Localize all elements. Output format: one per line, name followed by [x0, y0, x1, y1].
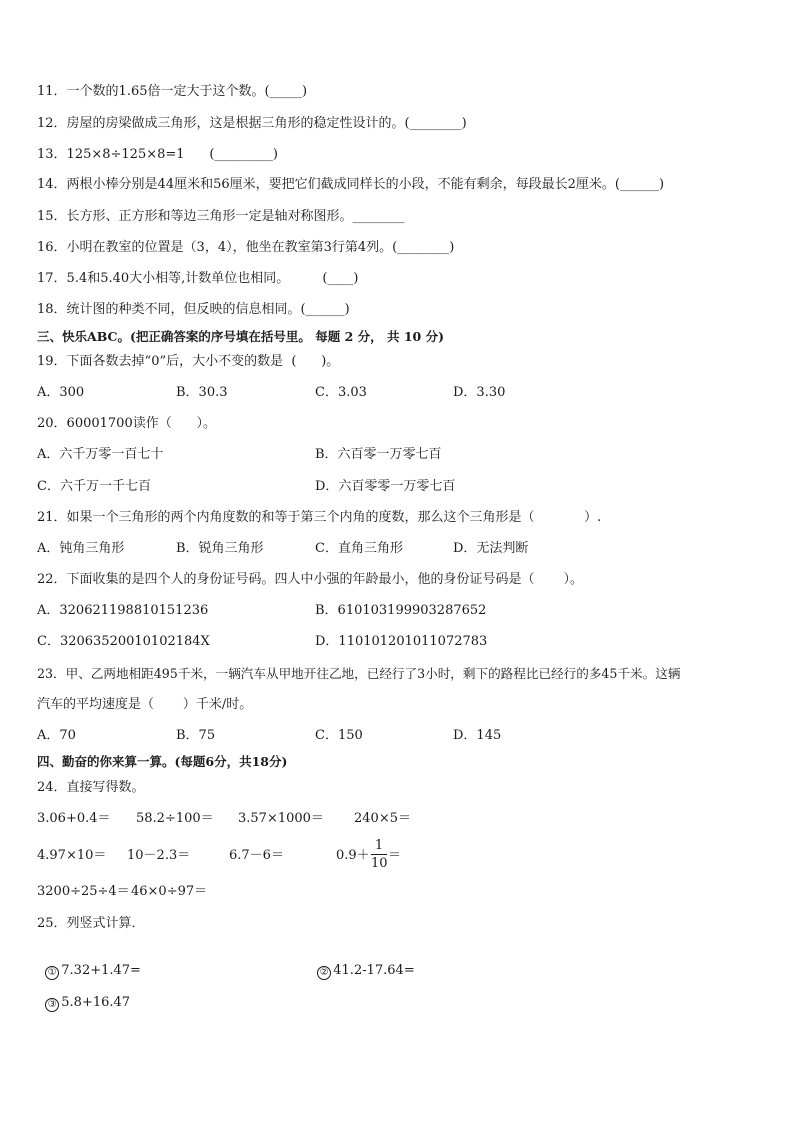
q21-option-a: A．钝角三角形 — [37, 541, 125, 556]
q22-option-d: D．110101201011072783 — [315, 634, 488, 649]
judge-q14: 14．两根小棒分别是44厘米和56厘米，要把它们截成同样长的小段，不能有剩余，每段最长2厘米。(______) — [37, 177, 665, 192]
q19-option-c: C．3.03 — [315, 385, 367, 400]
q22-option-a: A．320621198810151236 — [37, 603, 209, 618]
fraction-numerator: 1 — [374, 838, 384, 853]
q22-option-b: B．610103199903287652 — [315, 603, 487, 618]
q24-r1-c3: 3.57×1000＝ — [238, 811, 324, 826]
q24-r2-c4-equals: ＝ — [388, 848, 402, 863]
q20-stem: 20．60001700读作（ ）。 — [37, 416, 217, 431]
q22-stem: 22．下面收集的是四个人的身份证号码。四人中小强的年龄最小，他的身份证号码是（ ）。 — [37, 572, 583, 587]
q25-item-2 — [309, 947, 415, 980]
judge-q18: 18．统计图的种类不同，但反映的信息相同。(______) — [37, 302, 350, 317]
judge-q15: 15．长方形、正方形和等边三角形一定是轴对称图形。________ — [37, 209, 405, 224]
q19-stem: 19．下面各数去掉“0”后，大小不变的数是 ( )。 — [37, 354, 340, 369]
section4-title: 四、勤奋的你来算一算。(每题6分，共18分) — [37, 754, 288, 769]
judge-q17: 17．5.4和5.40大小相等,计数单位也相同。 (____) — [37, 271, 359, 286]
q24-r1-c4: 240×5＝ — [354, 811, 411, 826]
q20-option-b: B．六百零一万零七百 — [315, 447, 442, 462]
q20-option-a: A．六千万零一百七十 — [37, 447, 164, 462]
q25-expr-2: 41.2-17.64= — [333, 963, 415, 978]
section3-title: 三、快乐ABC。(把正确答案的序号填在括号里。 每题 2 分， 共 10 分) — [37, 329, 444, 344]
q24-fraction — [371, 838, 387, 871]
circled-number-3: ③ — [45, 998, 59, 1012]
q19-option-b: B．30.3 — [176, 385, 228, 400]
q24-r2-c2: 10－2.3＝ — [127, 848, 191, 863]
q24-r3-c2: 46×0÷97＝ — [131, 884, 208, 899]
q24-r2-c1: 4.97×10＝ — [37, 848, 107, 863]
q21-option-c: C．直角三角形 — [315, 541, 403, 556]
q19-option-a: A．300 — [37, 385, 85, 400]
q19-option-d: D．3.30 — [453, 385, 506, 400]
q21-option-b: B．锐角三角形 — [176, 541, 264, 556]
q20-option-c: C．六千万一千七百 — [37, 479, 151, 494]
q23-option-c: C．150 — [315, 728, 363, 743]
q25-expr-1: 7.32+1.47= — [61, 963, 141, 978]
q25-item-1 — [37, 947, 141, 980]
judge-q11: 11．一个数的1.65倍一定大于这个数。(_____) — [37, 84, 308, 99]
q25-expr-3: 5.8+16.47 — [61, 995, 131, 1010]
judge-q13: 13．125×8÷125×8=1 (_________) — [37, 147, 278, 162]
q24-r2-c4: 0.9＋ — [336, 848, 370, 863]
q23-option-d: D．145 — [453, 728, 502, 743]
judge-q12: 12．房屋的房梁做成三角形，这是根据三角形的稳定性设计的。(________) — [37, 116, 467, 131]
q25-item-3 — [37, 979, 130, 1012]
q23-stem-line1: 23．甲、乙两地相距495千米，一辆汽车从甲地开往乙地，已经行了3小时，剩下的路程比已经行的多45千米。这辆 — [37, 666, 681, 681]
q24-r1-c1: 3.06+0.4＝ — [37, 811, 111, 826]
q23-option-a: A．70 — [37, 728, 76, 743]
q24-r1-c2: 58.2÷100＝ — [136, 811, 214, 826]
circled-number-1: ① — [45, 966, 59, 980]
fraction-denominator: 10 — [371, 856, 388, 871]
q22-option-c: C．32063520010102184X — [37, 634, 210, 649]
q24-stem: 24．直接写得数。 — [37, 780, 145, 795]
q21-stem: 21．如果一个三角形的两个内角度数的和等于第三个内角的度数，那么这个三角形是（ ）. — [37, 510, 602, 525]
q23-option-b: B．75 — [176, 728, 216, 743]
circled-number-2: ② — [317, 966, 331, 980]
q24-r3-c1: 3200÷25÷4＝ — [37, 884, 130, 899]
q23-stem-line2: 汽车的平均速度是（ ）千米/时。 — [37, 697, 253, 712]
judge-q16: 16．小明在教室的位置是（3，4），他坐在教室第3行第4列。(________) — [37, 240, 455, 255]
fraction-bar — [371, 854, 387, 855]
q24-r2-c3: 6.7－6＝ — [229, 848, 284, 863]
q25-stem: 25．列竖式计算． — [37, 916, 145, 931]
q20-option-d: D．六百零零一万零七百 — [315, 479, 456, 494]
q21-option-d: D．无法判断 — [453, 541, 529, 556]
